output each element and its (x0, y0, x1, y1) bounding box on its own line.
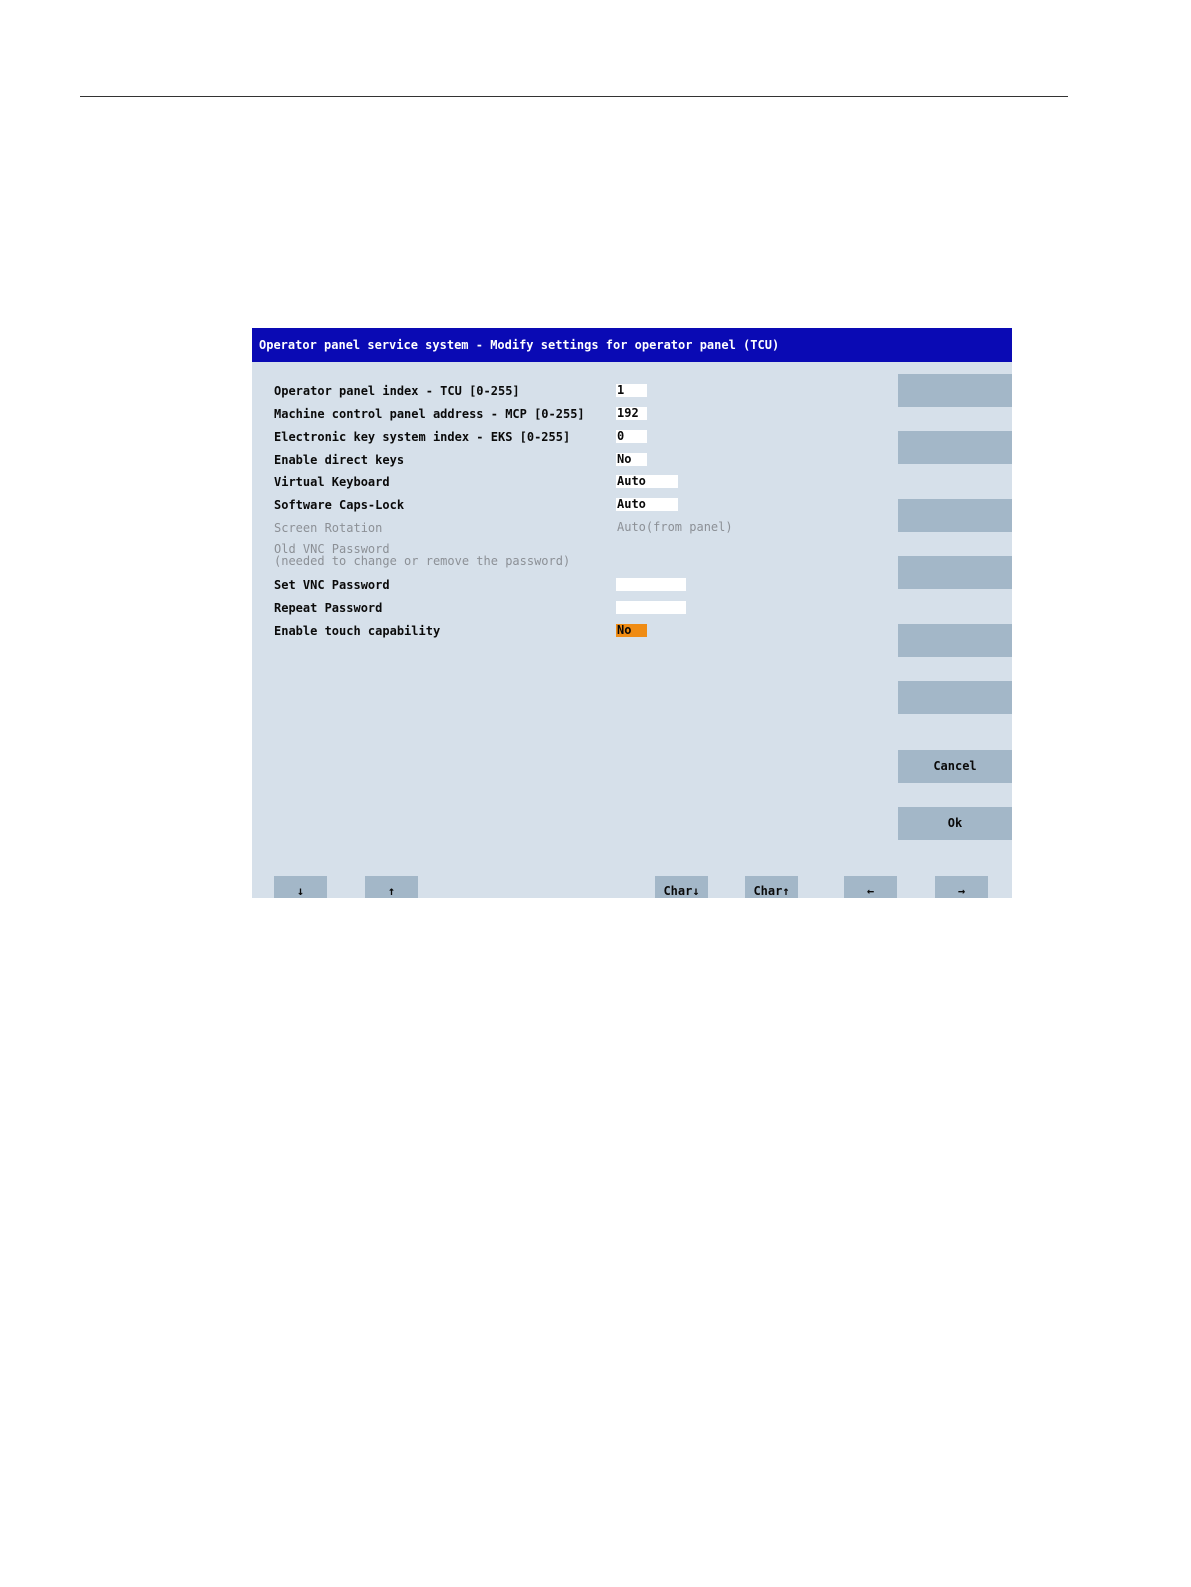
vertical-softkey-5[interactable] (898, 624, 1012, 657)
caps-lock-label: Software Caps-Lock (274, 498, 405, 512)
left-arrow-button[interactable]: ← (844, 876, 897, 898)
ok-button[interactable]: Ok (898, 807, 1012, 840)
set-vnc-password-label: Set VNC Password (274, 578, 390, 592)
dialog-title: Operator panel service system - Modify settings for operator panel (TCU) (252, 328, 1012, 362)
char-down-button[interactable]: Char↓ (655, 876, 708, 898)
old-vnc-password-title: Old VNC Password (274, 542, 390, 556)
mcp-address-field[interactable]: 192 (616, 407, 647, 420)
right-arrow-button[interactable]: → (935, 876, 988, 898)
direct-keys-field[interactable]: No (616, 453, 647, 466)
touch-capability-field[interactable]: No (616, 624, 647, 637)
mcp-address-label: Machine control panel address - MCP [0-255] (274, 407, 585, 421)
vertical-softkey-1[interactable] (898, 374, 1012, 407)
eks-index-label: Electronic key system index - EKS [0-255] (274, 430, 571, 444)
vertical-softkey-6[interactable] (898, 681, 1012, 714)
char-up-button[interactable]: Char↑ (745, 876, 798, 898)
vertical-softkey-2[interactable] (898, 431, 1012, 464)
repeat-password-field[interactable] (616, 601, 686, 614)
down-arrow-button[interactable]: ↓ (274, 876, 327, 898)
operator-panel-index-field[interactable]: 1 (616, 384, 647, 397)
vertical-softkey-3[interactable] (898, 499, 1012, 532)
old-vnc-password-hint: (needed to change or remove the password) (274, 554, 571, 568)
touch-capability-label: Enable touch capability (274, 624, 441, 638)
up-arrow-button[interactable]: ↑ (365, 876, 418, 898)
caps-lock-field[interactable]: Auto (616, 498, 678, 511)
direct-keys-label: Enable direct keys (274, 453, 405, 467)
page-header-rule (80, 96, 1068, 97)
operator-panel-index-label: Operator panel index - TCU [0-255] (274, 384, 520, 398)
repeat-password-label: Repeat Password (274, 601, 383, 615)
virtual-keyboard-label: Virtual Keyboard (274, 475, 390, 489)
virtual-keyboard-field[interactable]: Auto (616, 475, 678, 488)
set-vnc-password-field[interactable] (616, 578, 686, 591)
vertical-softkey-4[interactable] (898, 556, 1012, 589)
cancel-button[interactable]: Cancel (898, 750, 1012, 783)
tcu-settings-dialog (252, 328, 1012, 898)
old-vnc-password-label (274, 543, 570, 567)
screen-rotation-label: Screen Rotation (274, 521, 383, 535)
eks-index-field[interactable]: 0 (616, 430, 647, 443)
screen-rotation-value: Auto(from panel) (617, 520, 733, 534)
